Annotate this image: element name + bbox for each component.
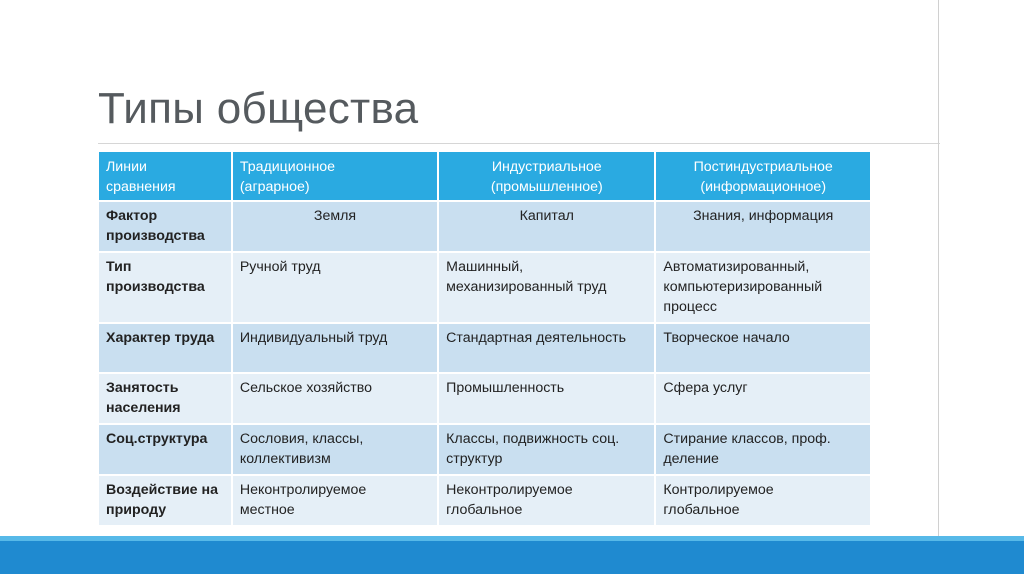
- header-cell-traditional: [233, 152, 439, 202]
- table-row: [99, 202, 870, 253]
- cell-line: Знания, информация: [693, 208, 834, 224]
- right-divider: [938, 0, 939, 536]
- table-cell: [656, 476, 870, 527]
- table-cell: [656, 324, 870, 374]
- table-cell: [656, 253, 870, 324]
- table-cell: [439, 253, 656, 324]
- cell-line: местное: [239, 502, 295, 518]
- label-line: Воздействие на: [106, 482, 218, 498]
- cell-line: Сословия, классы,: [239, 431, 364, 447]
- table-cell: [233, 374, 439, 425]
- header-cell-criteria: [99, 152, 233, 202]
- cell-line: глобальное: [663, 502, 740, 518]
- row-label: [99, 476, 233, 527]
- table-row: [99, 476, 870, 527]
- table-row: [99, 374, 870, 425]
- row-label: [99, 202, 233, 253]
- cell-line: Неконтролируемое: [446, 482, 573, 498]
- header-line: Традиционное: [239, 159, 336, 175]
- table-cell: [439, 202, 656, 253]
- header-cell-industrial: [439, 152, 656, 202]
- header-line: Линии: [106, 159, 147, 175]
- label-line: Соц.структура: [106, 431, 208, 447]
- comparison-table: [99, 152, 870, 527]
- label-line: населения: [106, 400, 181, 416]
- table-cell: [439, 476, 656, 527]
- cell-line: Машинный,: [446, 259, 524, 275]
- table-cell: [656, 425, 870, 476]
- header-line: сравнения: [106, 179, 176, 195]
- cell-line: Промышленность: [446, 380, 565, 396]
- table-cell: [439, 374, 656, 425]
- table-header-row: [99, 152, 870, 202]
- title-divider: [98, 143, 940, 144]
- cell-line: Ручной труд: [239, 259, 321, 275]
- row-label: [99, 324, 233, 374]
- table-cell: [233, 253, 439, 324]
- label-line: производства: [106, 228, 205, 244]
- table-cell: [439, 324, 656, 374]
- cell-line: Стирание классов, проф.: [663, 431, 831, 447]
- header-line: Постиндустриальное: [693, 159, 833, 175]
- label-line: производства: [106, 279, 205, 295]
- table-cell: [233, 324, 439, 374]
- cell-line: Неконтролируемое: [239, 482, 367, 498]
- cell-line: Земля: [313, 208, 357, 224]
- cell-line: механизированный труд: [446, 279, 607, 295]
- header-line: (информационное): [700, 179, 827, 195]
- header-line: Индустриальное: [491, 159, 602, 175]
- table-cell: [656, 202, 870, 253]
- cell-line: Индивидуальный труд: [239, 330, 388, 346]
- cell-line: Сфера услуг: [663, 380, 748, 396]
- cell-line: Контролируемое: [663, 482, 774, 498]
- cell-line: коллективизм: [239, 451, 331, 467]
- header-line: (промышленное): [490, 179, 603, 195]
- table-cell: [233, 202, 439, 253]
- table-row: [99, 253, 870, 324]
- cell-line: Стандартная деятельность: [446, 330, 627, 346]
- cell-line: процесс: [663, 299, 717, 315]
- table-row: [99, 324, 870, 374]
- table-cell: [233, 425, 439, 476]
- cell-line: глобальное: [446, 502, 523, 518]
- table-cell: [656, 374, 870, 425]
- cell-line: деление: [663, 451, 719, 467]
- slide-title: Типы общества: [98, 84, 419, 133]
- table-row: [99, 425, 870, 476]
- label-line: Тип: [106, 259, 132, 275]
- label-line: Характер труда: [106, 330, 215, 346]
- header-cell-postindustrial: [656, 152, 870, 202]
- row-label: [99, 374, 233, 425]
- footer-bar: [0, 541, 1024, 574]
- label-line: природу: [106, 502, 167, 518]
- header-line: (аграрное): [239, 179, 310, 195]
- table-cell: [439, 425, 656, 476]
- cell-line: Классы, подвижность соц.: [446, 431, 620, 447]
- row-label: [99, 253, 233, 324]
- label-line: Занятость: [106, 380, 179, 396]
- row-label: [99, 425, 233, 476]
- cell-line: Автоматизированный,: [663, 259, 810, 275]
- cell-line: структур: [446, 451, 503, 467]
- cell-line: Сельское хозяйство: [239, 380, 372, 396]
- table-cell: [233, 476, 439, 527]
- cell-line: компьютеризированный: [663, 279, 823, 295]
- label-line: Фактор: [106, 208, 158, 224]
- cell-line: Творческое начало: [663, 330, 790, 346]
- cell-line: Капитал: [519, 208, 574, 224]
